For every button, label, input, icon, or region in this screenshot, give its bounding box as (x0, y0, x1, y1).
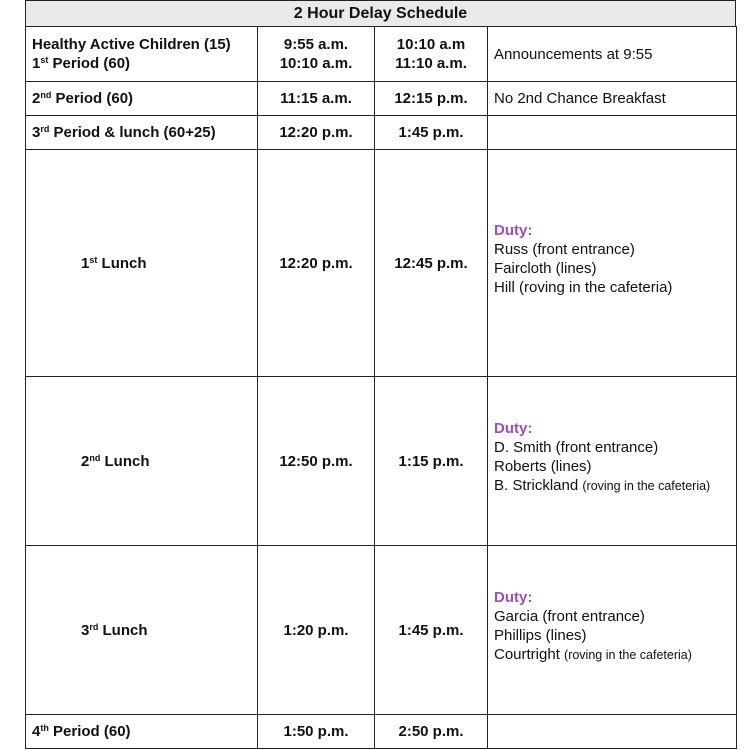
end-time: 1:45 p.m. (375, 546, 488, 715)
start-time: 12:50 p.m. (258, 377, 375, 546)
duty-heading: Duty: (494, 419, 533, 437)
end-time: 12:45 p.m. (375, 150, 488, 377)
end-time-line-2: 11:10 a.m. (395, 55, 467, 72)
start-time (258, 27, 375, 82)
start-time: 1:50 p.m. (258, 715, 375, 749)
period-label: 3rd Period & lunch (60+25) (26, 116, 258, 150)
end-time: 2:50 p.m. (375, 715, 488, 749)
duty-assignment: Hill (roving in the cafeteria) (494, 279, 673, 296)
duty-assignment: Faircloth (lines) (494, 260, 597, 277)
table-row (26, 27, 737, 82)
schedule-title: 2 Hour Delay Schedule (25, 0, 736, 27)
notes-cell: No 2nd Chance Breakfast (488, 82, 737, 116)
end-time (375, 27, 488, 82)
start-time: 12:20 p.m. (258, 116, 375, 150)
schedule-table (25, 26, 737, 749)
duty-assignment: Russ (front entrance) (494, 241, 635, 258)
end-time-line-1: 10:10 a.m (396, 36, 466, 53)
end-time: 12:15 p.m. (375, 82, 488, 116)
notes-cell (488, 546, 737, 715)
notes-cell (488, 377, 737, 546)
start-time: 12:20 p.m. (258, 150, 375, 377)
period-label: 4th Period (60) (26, 715, 258, 749)
table-row (26, 715, 737, 749)
table-row (26, 546, 737, 715)
notes-cell (488, 116, 737, 150)
duty-heading: Duty: (494, 222, 533, 239)
start-time: 11:15 a.m. (258, 82, 375, 116)
duty-assignment: Courtright (roving in the cafeteria) (494, 645, 692, 663)
duty-heading: Duty: (494, 588, 533, 606)
period-label (26, 27, 258, 82)
period-label: 3rd Lunch (26, 546, 258, 715)
period-label-line-1: Healthy Active Children (15) (32, 36, 231, 53)
duty-assignment: B. Strickland (roving in the cafeteria) (494, 476, 711, 494)
notes-cell (488, 715, 737, 749)
duty-assignment-detail: (roving in the cafeteria) (564, 647, 692, 662)
table-row (26, 116, 737, 150)
period-label: 2nd Lunch (26, 377, 258, 546)
notes-cell (488, 150, 737, 377)
duty-assignment: Garcia (front entrance) (494, 607, 645, 625)
start-time: 1:20 p.m. (258, 546, 375, 715)
end-time: 1:15 p.m. (375, 377, 488, 546)
duty-assignment: Phillips (lines) (494, 626, 587, 644)
period-label-line-2: 1st Period (60) (32, 55, 131, 72)
schedule-sheet (25, 0, 736, 749)
start-time-line-1: 9:55 a.m. (283, 36, 349, 53)
table-row (26, 150, 737, 377)
table-row (26, 82, 737, 116)
table-row (26, 377, 737, 546)
duty-assignment: D. Smith (front entrance) (494, 438, 659, 456)
period-label: 2nd Period (60) (26, 82, 258, 116)
start-time-line-2: 10:10 a.m. (279, 55, 353, 72)
notes-cell: Announcements at 9:55 (488, 27, 737, 82)
period-label: 1st Lunch (26, 150, 258, 377)
duty-assignment: Roberts (lines) (494, 457, 592, 475)
duty-assignment-detail: (roving in the cafeteria) (582, 478, 711, 493)
end-time: 1:45 p.m. (375, 116, 488, 150)
